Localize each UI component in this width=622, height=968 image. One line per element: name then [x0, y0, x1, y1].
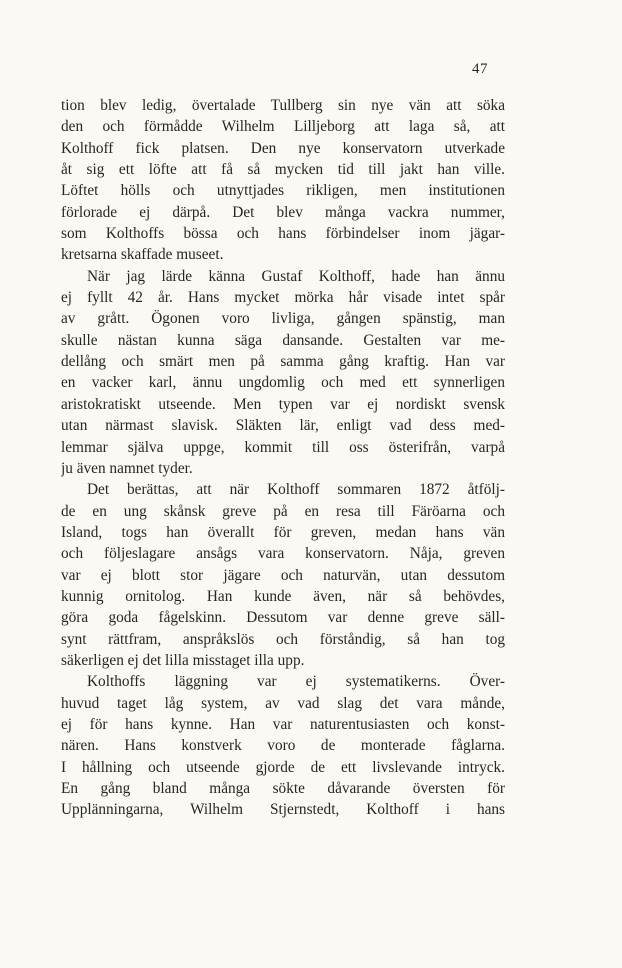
text-line: av grått. Ögonen voro livliga, gången spänstig, man [61, 310, 505, 328]
text-line: Kolthoff fick platsen. Den nye konservatorn utverkade [61, 139, 505, 157]
text-line: synt rättfram, anspråkslös och förståndig, så han tog [61, 630, 505, 648]
text-line: ju även namnet tyder. [61, 459, 193, 477]
text-line: säkerligen ej det lilla misstaget illa upp. [61, 651, 305, 669]
text-line: och följeslagare ansågs vara konservatorn. Nåja, greven [61, 545, 505, 563]
text-line: var ej blott stor jägare och naturvän, utan dessutom [61, 566, 505, 584]
text-line: Det berättas, att när Kolthoff sommaren 1872 åtfölj- [87, 481, 505, 499]
text-line: nären. Hans konstverk voro de monterade fåglarna. [61, 737, 505, 755]
text-line: åt sig ett löfte att få så mycken tid till jakt han ville. [61, 161, 505, 179]
text-line: När jag lärde känna Gustaf Kolthoff, hade han ännu [87, 267, 505, 285]
text-line: I hållning och utseende gjorde de ett livslevande intryck. [61, 758, 505, 776]
text-line: Island, togs han överallt för greven, medan hans vän [61, 523, 505, 541]
text-line: ej fyllt 42 år. Hans mycket mörka hår visade intet spår [61, 289, 505, 307]
text-line: aristokratiskt utseende. Men typen var ej nordiskt svensk [61, 395, 505, 413]
text-line: den och förmådde Wilhelm Lilljeborg att laga så, att [61, 118, 505, 136]
text-line: som Kolthoffs bössa och hans förbindelser inom jägar- [61, 225, 505, 243]
text-line: Upplänningarna, Wilhelm Stjernstedt, Kolthoff i hans [61, 801, 505, 819]
text-line: tion blev ledig, övertalade Tullberg sin nye vän att söka [61, 97, 505, 114]
text-line: förlorade ej därpå. Det blev många vackra nummer, [61, 203, 505, 221]
page-number: 47 [472, 61, 488, 77]
text-line: Kolthoffs läggning var ej systematikerns. Över- [87, 673, 505, 691]
text-line: En gång bland många sökte dåvarande översten för [61, 780, 505, 797]
text-line: en vacker karl, ännu ungdomlig och med ett synnerligen [61, 374, 505, 392]
text-line: ej för hans kynne. Han var naturentusiasten och konst- [61, 715, 505, 733]
text-line: Löftet hölls och utnyttjades rikligen, men institutionen [61, 182, 505, 200]
text-line: huvud taget låg system, av vad slag det vara månde, [61, 694, 505, 712]
text-line: de en ung skånsk greve på en resa till Färöarna och [61, 502, 505, 520]
body-text [61, 95, 505, 821]
text-line: lemmar själva uppge, kommit till oss österifrån, varpå [61, 438, 505, 456]
text-line: göra goda fågelskinn. Dessutom var denne greve säll- [61, 609, 505, 627]
text-line: skulle nästan kunna säga dansande. Gestalten var me- [61, 331, 505, 349]
text-line: dellång och smärt men på samma gång kraftig. Han var [61, 353, 505, 371]
text-line: utan närmast slavisk. Släkten lär, enligt vad dess med- [61, 417, 505, 435]
text-line: kretsarna skaffade museet. [61, 246, 224, 264]
text-line: kunnig ornitolog. Han kunde även, när så behövdes, [61, 587, 505, 605]
